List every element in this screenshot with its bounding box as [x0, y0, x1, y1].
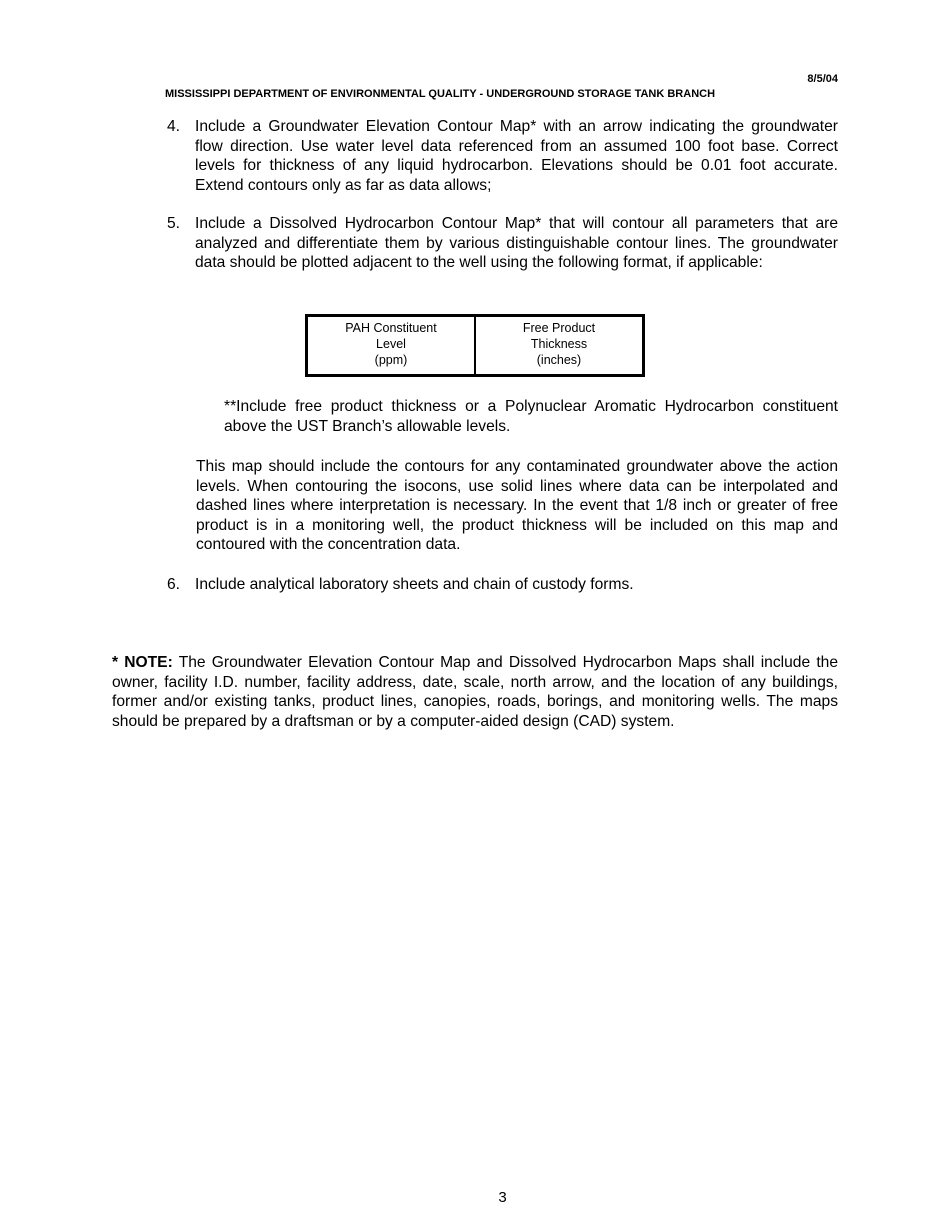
- cell-line: (ppm): [374, 353, 408, 367]
- list-item-text: Include a Dissolved Hydrocarbon Contour Map* that will contour all parameters that are analyzed and differentiate them by various distinguishable contour lines. The groundwater data should be plotted adjacent to the well using the following format, if applicable:: [195, 215, 838, 271]
- list-item-number: 5.: [167, 215, 181, 232]
- note-lead: * NOTE:: [112, 654, 173, 671]
- footnote: **Include free product thickness or a Polynuclear Aromatic Hydrocarbon constituent above the UST Branch’s allowable levels.: [224, 398, 838, 435]
- list-item-text: Include a Groundwater Elevation Contour Map* with an arrow indicating the groundwater flow direction. Use water level data referenced from an assumed 100 foot base. Correct levels for thickness of any liquid hydrocarbon. Elevations should be 0.01 foot accurate. Extend contours only as far as data allows;: [195, 118, 838, 194]
- header-department: MISSISSIPPI DEPARTMENT OF ENVIRONMENTAL QUALITY - UNDERGROUND STORAGE TANK BRANCH: [165, 88, 716, 100]
- cell-line: Free Product: [522, 321, 596, 335]
- data-format-table: [305, 314, 645, 377]
- note-text: The Groundwater Elevation Contour Map and Dissolved Hydrocarbon Maps shall include the owner, facility I.D. number, facility address, date, scale, north arrow, and the location of any buildings, former and/or existing tanks, product lines, canopies, roads, borings, and monitoring wells. The maps should be prepared by a draftsman or by a computer-aided design (CAD) system.: [112, 654, 838, 730]
- cell-line: PAH Constituent: [345, 321, 437, 335]
- table-row: [307, 316, 644, 376]
- map-paragraph: This map should include the contours for any contaminated groundwater above the action levels. When contouring the isocons, use solid lines where data can be interpolated and dashed lines where interpretation is necessary. In the event that 1/8 inch or greater of free product is in a monitoring well, the product thickness will be included on this map and contoured with the concentration data.: [196, 458, 838, 553]
- note-paragraph: [112, 653, 838, 731]
- pah-constituent-cell: [307, 316, 476, 376]
- list-item-text: Include analytical laboratory sheets and chain of custody forms.: [195, 576, 634, 593]
- cell-line: Thickness: [530, 337, 588, 351]
- list-item-number: 4.: [167, 118, 181, 135]
- cell-line: Level: [376, 337, 406, 351]
- page-number: 3: [498, 1189, 507, 1206]
- free-product-cell: [475, 316, 644, 376]
- cell-line: (inches): [536, 353, 582, 367]
- header-date: 8/5/04: [807, 73, 838, 85]
- list-item-number: 6.: [167, 576, 181, 593]
